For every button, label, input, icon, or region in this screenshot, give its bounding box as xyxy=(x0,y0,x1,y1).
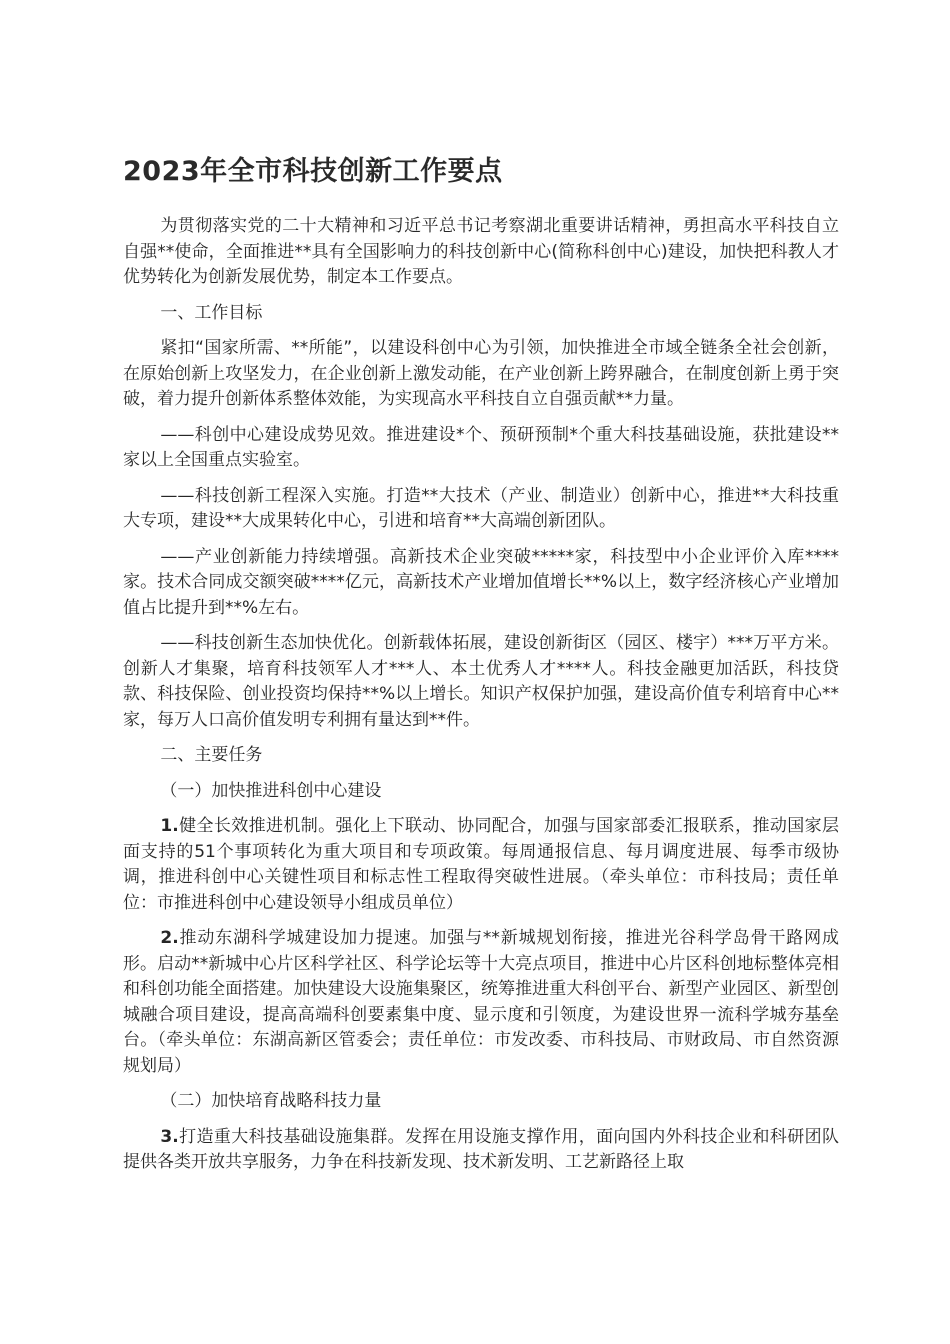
goals-paragraph: 紧扣“国家所需、**所能”，以建设科创中心为引领，加快推进全市域全链条全社会创新，在原始创新上攻坚发力，在企业创新上激发动能，在产业创新上跨界融合，在制度创新上勇于突破，着力提升创新体系整体效能，为实现高水平科技自立自强贡献**力量。 xyxy=(123,338,839,409)
task-number: 2. xyxy=(160,928,179,948)
page-title: 2023年全市科技创新工作要点 xyxy=(123,156,503,187)
section-heading-tasks: 二、主要任务 xyxy=(160,745,263,765)
intro-paragraph: 为贯彻落实党的二十大精神和习近平总书记考察湖北重要讲话精神，勇担高水平科技自立自强**使命，全面推进**具有全国影响力的科技创新中心(简称科创中心)建设，加快把科教人才优势转化为创新发展优势，制定本工作要点。 xyxy=(123,216,839,287)
task-item xyxy=(123,1125,839,1176)
task-item xyxy=(123,926,839,1079)
task-text: 健全长效推进机制。强化上下联动、协同配合，加强与国家部委汇报联系，推动国家层面支持的51个事项转化为重大项目和专项政策。每周通报信息、每月调度进展、每季市级协调，推进科创中心关键性项目和标志性工程取得突破性进展。（牵头单位：市科技局；责任单位：市推进科创中心建设领导小组成员单位） xyxy=(123,816,839,913)
document-page xyxy=(123,150,839,1186)
subsection-heading: （一）加快推进科创中心建设 xyxy=(160,780,382,801)
task-item xyxy=(123,814,839,916)
goal-item: ——科技创新工程深入实施。打造**大技术（产业、制造业）创新中心，推进**大科技重大专项，建设**大成果转化中心，引进和培育**大高端创新团队。 xyxy=(123,485,839,531)
goal-item: ——科技创新生态加快优化。创新载体拓展，建设创新街区（园区、楼宇）***万平方米。创新人才集聚，培育科技领军人才***人、本土优秀人才****人。科技金融更加活跃，科技贷款、科技保险、创业投资均保持**%以上增长。知识产权保护加强，建设高价值专利培育中心**家，每万人口高价值发明专利拥有量达到**件。 xyxy=(123,633,839,730)
task-number: 1. xyxy=(160,816,179,836)
task-text: 推动东湖科学城建设加力提速。加强与**新城规划衔接，推进光谷科学岛骨干路网成形。启动**新城中心片区科学社区、科学论坛等十大亮点项目，推进中心片区科创地标整体亮相和科创功能全面搭建。加快建设大设施集聚区，统筹推进重大科创平台、新型产业园区、新型创城融合项目建设，提高高端科创要素集中度、显示度和引领度，为建设世界一流科学城夯基垒台。（牵头单位：东湖高新区管委会；责任单位：市发改委、市科技局、市财政局、市自然资源规划局） xyxy=(123,928,839,1076)
goal-item: ——产业创新能力持续增强。高新技术企业突破*****家，科技型中小企业评价入库****家。技术合同成交额突破****亿元，高新技术产业增加值增长**%以上，数字经济核心产业增加值占比提升到**%左右。 xyxy=(123,546,839,618)
task-number: 3. xyxy=(160,1126,179,1147)
goal-item: ——科创中心建设成势见效。推进建设*个、预研预制*个重大科技基础设施，获批建设**家以上全国重点实验室。 xyxy=(123,424,839,470)
section-heading-goals: 一、工作目标 xyxy=(160,302,263,323)
task-text: 打造重大科技基础设施集群。发挥在用设施支撑作用，面向国内外科技企业和科研团队提供各类开放共享服务，力争在科技新发现、技术新发明、工艺新路径上取 xyxy=(123,1126,839,1172)
subsection-heading: （二）加快培育战略科技力量 xyxy=(160,1091,382,1111)
